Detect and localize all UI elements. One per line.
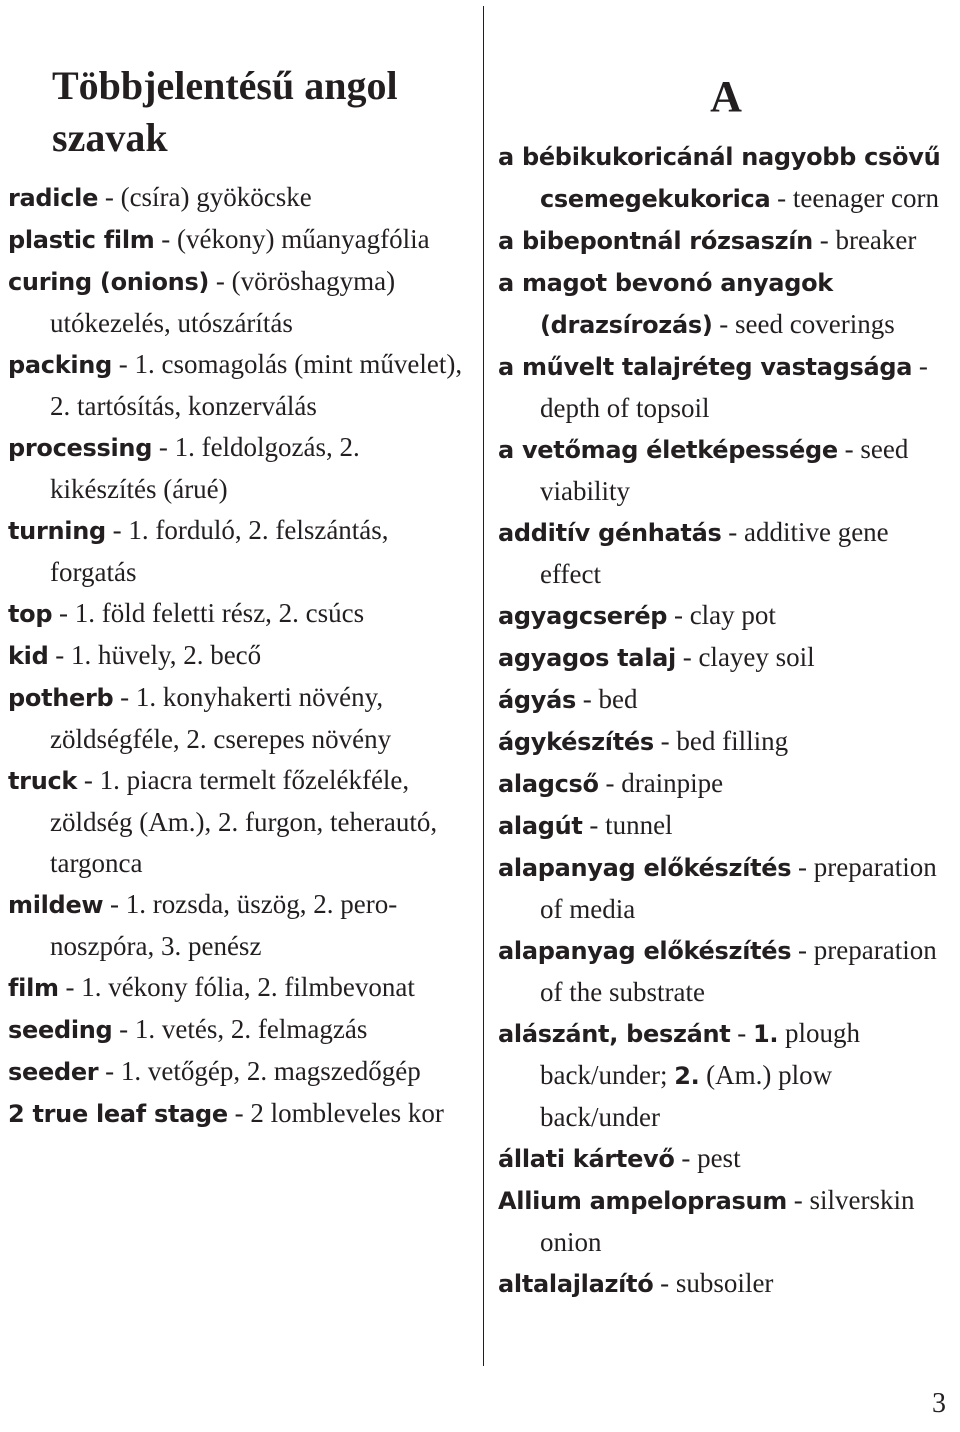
entry-definition: pest: [697, 1143, 741, 1173]
entry-separator: -: [98, 182, 121, 212]
glossary-entry: [8, 261, 470, 344]
entry-term: seeding: [8, 1016, 113, 1044]
page-number: 3: [932, 1388, 946, 1419]
entry-separator: -: [48, 640, 71, 670]
entry-term: alapanyag előkészítés: [498, 937, 792, 965]
glossary-entry: [8, 677, 470, 760]
entry-term: a bébikukoricánál nagyobb csövű csemegekukorica: [498, 143, 941, 213]
entry-separator: -: [77, 765, 100, 795]
entry-term: a bibepontnál rózsaszín: [498, 227, 813, 255]
entry-definition: clayey soil: [698, 642, 815, 672]
entry-definition: 1. föld feletti rész, 2. csúcs: [74, 598, 365, 628]
entry-term: agyagos talaj: [498, 644, 676, 672]
glossary-entry: [498, 346, 954, 429]
entry-separator: -: [770, 183, 793, 213]
entry-separator: -: [582, 810, 606, 840]
entry-definition: additive gene effect: [540, 517, 889, 589]
entry-term: potherb: [8, 684, 114, 712]
entry-separator: -: [113, 682, 136, 712]
entry-sense-number: 2.: [674, 1062, 700, 1090]
entry-definition: teenager corn: [792, 183, 940, 213]
glossary-entry: [8, 344, 470, 427]
glossary-entry: [8, 219, 470, 261]
glossary-entry: [498, 805, 954, 847]
entry-separator: -: [58, 972, 82, 1002]
entry-definition: 1. vetőgép, 2. magszedőgép: [120, 1056, 421, 1086]
entry-definition: (Am.) plow back/under: [540, 1060, 833, 1132]
entry-term: additív génhatás: [498, 519, 722, 547]
entry-definition: seed coverings: [735, 309, 895, 339]
entry-separator: -: [653, 726, 677, 756]
glossary-entry: [498, 763, 954, 805]
glossary-entry: [498, 679, 954, 721]
entry-separator: -: [675, 642, 699, 672]
entry-definition: 1. piacra termelt főzelékféle, zöldség (Am.), 2. furgon, teherautó, targonca: [50, 765, 438, 878]
entry-separator: -: [105, 515, 129, 545]
entry-definition: bed filling: [676, 726, 789, 756]
glossary-entry: [8, 884, 470, 967]
glossary-entry: [8, 593, 470, 635]
entry-separator: -: [653, 1268, 676, 1298]
entry-separator: -: [667, 600, 690, 630]
entry-separator: -: [209, 266, 232, 296]
entry-separator: -: [730, 1018, 753, 1048]
entry-definition: seed viability: [540, 434, 909, 506]
entry-definition: preparation of media: [540, 852, 937, 924]
entry-separator: -: [154, 224, 177, 254]
entry-term: a művelt talajréteg vastagsága: [498, 353, 913, 381]
entry-term: alapanyag előkészítés: [498, 854, 792, 882]
right-entry-list: [498, 136, 954, 1305]
glossary-entry: [8, 427, 470, 510]
entry-term: alagút: [498, 812, 583, 840]
glossary-entry: [498, 262, 954, 346]
entry-separator: -: [712, 309, 736, 339]
entry-separator: -: [721, 517, 744, 547]
entry-term: radicle: [8, 184, 99, 212]
entry-separator: -: [227, 1098, 251, 1128]
entry-term: a vetőmag életképessége: [498, 436, 838, 464]
entry-term: altalajlazító: [498, 1270, 654, 1298]
entry-separator: -: [52, 598, 75, 628]
entry-separator: -: [912, 351, 928, 381]
entry-definition: 1. rozsda, üszög, 2. peronoszpóra, 3. penész: [50, 889, 398, 961]
entry-definition: preparation of the substrate: [540, 935, 937, 1007]
entry-separator: -: [791, 935, 814, 965]
entry-definition: 1. hüvely, 2. becő: [70, 640, 262, 670]
entry-definition: tunnel: [605, 810, 673, 840]
section-letter-heading: A: [710, 72, 742, 121]
entry-definition: (csíra) gyököcske: [120, 182, 312, 212]
entry-separator: -: [576, 684, 599, 714]
entry-definition: 1. csomagolás (mint művelet), 2. tartósítás, konzerválás: [50, 349, 463, 421]
entry-separator: -: [103, 889, 126, 919]
glossary-entry: [498, 1263, 954, 1305]
entry-separator: -: [111, 349, 135, 379]
entry-term: curing (onions): [8, 268, 210, 296]
entry-definition: 1. vékony fólia, 2. filmbevonat: [81, 972, 415, 1002]
entry-definition: (vékony) műanyagfólia: [176, 224, 430, 254]
entry-definition: 1. forduló, 2. felszántás, forgatás: [50, 515, 389, 587]
entry-definition: bed: [598, 684, 638, 714]
entry-term: mildew: [8, 891, 104, 919]
entry-term: állati kártevő: [498, 1145, 675, 1173]
entry-term: kid: [8, 642, 49, 670]
glossary-entry: [498, 595, 954, 637]
entry-separator: -: [98, 1056, 121, 1086]
entry-term: ágykészítés: [498, 728, 654, 756]
entry-term: processing: [8, 434, 153, 462]
entry-definition: silverskin onion: [540, 1185, 915, 1257]
glossary-entry: [498, 1180, 954, 1263]
left-entry-list: [8, 177, 470, 1135]
entry-term: 2 true leaf stage: [8, 1100, 228, 1128]
glossary-entry: [498, 637, 954, 679]
entry-term: truck: [8, 767, 78, 795]
entry-term: seeder: [8, 1058, 99, 1086]
entry-definition: breaker: [835, 225, 917, 255]
entry-term: plastic film: [8, 226, 155, 254]
entry-separator: -: [112, 1014, 135, 1044]
entry-definition: 1. feldolgozás, 2. kikészítés (árué): [50, 432, 360, 504]
entry-separator: -: [598, 768, 622, 798]
glossary-entry: [498, 847, 954, 930]
column-divider: [483, 6, 484, 1366]
glossary-entry: [498, 136, 954, 220]
entry-term: a magot bevonó anyagok (drazsírozás): [498, 269, 833, 339]
glossary-entry: [8, 510, 470, 593]
entry-term: top: [8, 600, 53, 628]
entry-term: ágyás: [498, 686, 577, 714]
glossary-entry: [8, 635, 470, 677]
entry-separator: -: [837, 434, 861, 464]
glossary-entry: [8, 760, 470, 884]
entry-definition: 1. vetés, 2. felmagzás: [134, 1014, 368, 1044]
entry-definition: subsoiler: [675, 1268, 774, 1298]
left-heading: Többjelentésű angol szavak: [52, 63, 398, 160]
entry-term: film: [8, 974, 59, 1002]
entry-definition: clay pot: [689, 600, 776, 630]
entry-separator: -: [812, 225, 836, 255]
entry-term: agyagcserép: [498, 602, 668, 630]
entry-definition: plough back/under;: [540, 1018, 860, 1090]
glossary-entry: [498, 512, 954, 595]
entry-term: alagcső: [498, 770, 599, 798]
glossary-entry: [8, 1009, 470, 1051]
glossary-entry: [498, 429, 954, 512]
entry-term: turning: [8, 517, 106, 545]
entry-separator: -: [674, 1143, 698, 1173]
glossary-entry: [8, 177, 470, 219]
glossary-entry: [498, 721, 954, 763]
entry-term: packing: [8, 351, 112, 379]
entry-definition: (vöröshagyma) utókezelés, utószárítás: [50, 266, 396, 338]
glossary-entry: [498, 1138, 954, 1180]
entry-definition: 2 lombleveles kor: [250, 1098, 444, 1128]
glossary-entry: [498, 1013, 954, 1138]
entry-separator: -: [152, 432, 175, 462]
entry-definition: 1. konyhakerti növény, zöldségféle, 2. cserepes növény: [50, 682, 392, 754]
entry-term: alászánt, beszánt: [498, 1020, 731, 1048]
entry-sense-number: 1.: [752, 1020, 779, 1048]
glossary-entry: [8, 967, 470, 1009]
glossary-entry: [8, 1051, 470, 1093]
entry-definition: depth of topsoil: [540, 393, 710, 423]
glossary-entry: [498, 220, 954, 262]
entry-definition: drainpipe: [621, 768, 724, 798]
entry-separator: -: [791, 852, 814, 882]
glossary-entry: [498, 930, 954, 1013]
entry-term: Allium ampeloprasum: [498, 1187, 787, 1215]
glossary-entry: [8, 1093, 470, 1135]
entry-separator: -: [786, 1185, 810, 1215]
